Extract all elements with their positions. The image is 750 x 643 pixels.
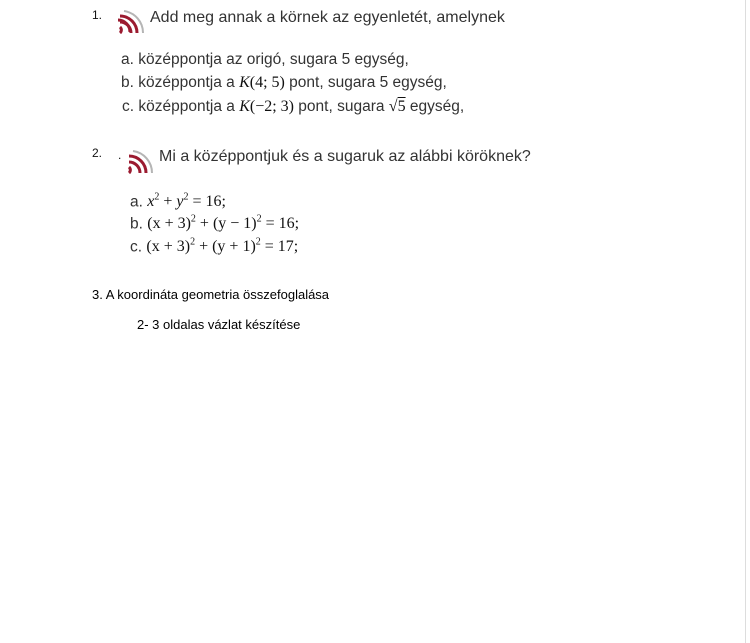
item-text: pont, sugara — [294, 98, 389, 115]
section-title: 3. A koordináta geometria összefoglalása — [92, 287, 330, 302]
list-item — [122, 98, 464, 116]
math: = 17; — [260, 238, 299, 256]
dot: . — [118, 148, 122, 162]
audio-icon[interactable] — [127, 148, 155, 174]
item-text: egység, — [405, 98, 465, 115]
math: y — [176, 193, 184, 211]
item-label: a. — [130, 193, 148, 211]
math: + — [159, 193, 177, 211]
math: (x + 3) — [147, 215, 191, 233]
question-number: 2. — [92, 146, 103, 160]
list-item — [121, 74, 447, 92]
math: √ — [388, 98, 398, 115]
item-text: a. középpontja az origó, sugara 5 egység, — [121, 51, 409, 68]
math: 2 — [183, 192, 189, 203]
math: 2 — [190, 214, 196, 225]
math: 2 — [154, 192, 160, 203]
list-item — [130, 192, 226, 211]
list-item — [121, 51, 409, 69]
math: (4; 5) — [249, 74, 285, 91]
page-edge — [745, 0, 746, 643]
item-label: b. — [130, 215, 148, 233]
math: 2 — [256, 214, 262, 225]
math: x — [147, 193, 155, 211]
math: K — [239, 74, 250, 91]
item-text: b. középpontja a — [121, 74, 240, 91]
math: K — [239, 98, 250, 115]
list-item — [130, 214, 299, 233]
question-number: 1. — [92, 8, 103, 22]
item-text: pont, sugara 5 egység, — [284, 74, 447, 91]
math: = 16; — [261, 215, 300, 233]
math: 5 — [397, 98, 406, 115]
list-item — [130, 237, 298, 256]
math: (x + 3) — [146, 238, 191, 256]
item-text: c. középpontja a — [122, 98, 240, 115]
section-subtitle: 2- 3 oldalas vázlat készítése — [137, 317, 301, 332]
audio-icon[interactable] — [118, 8, 146, 34]
question-title: Mi a középpontjuk és a sugaruk az alábbi köröknek? — [159, 148, 531, 165]
math: (−2; 3) — [249, 98, 294, 115]
math: + (y − 1) — [195, 215, 257, 233]
math: = 16; — [188, 193, 226, 211]
question-title: Add meg annak a körnek az egyenletét, amelynek — [150, 9, 505, 26]
item-label: c. — [130, 238, 147, 256]
math: + (y + 1) — [195, 238, 256, 256]
math: 2 — [255, 237, 261, 248]
math: 2 — [190, 237, 196, 248]
